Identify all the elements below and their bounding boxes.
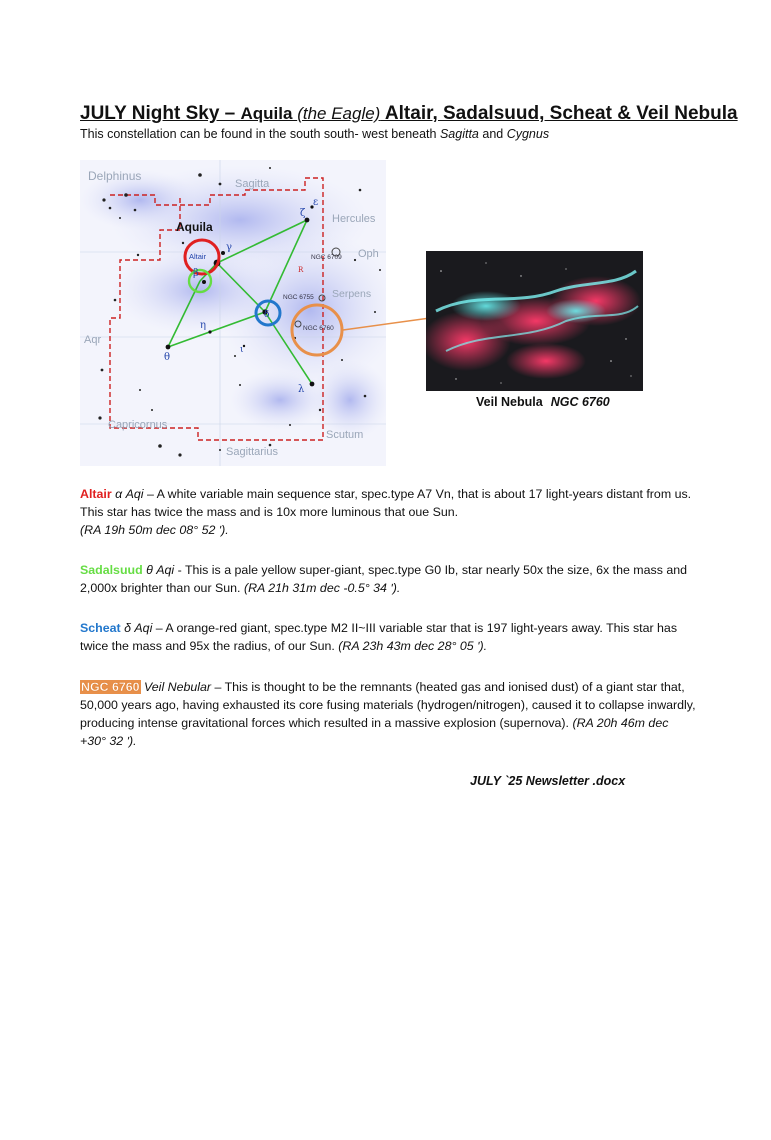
ngc6760-name: NGC 6760 — [81, 680, 140, 694]
subtitle-sagitta: Sagitta — [439, 127, 479, 141]
sadalsuud-paragraph — [80, 561, 696, 597]
aquila-star-chart — [80, 160, 386, 466]
ngc6760-paragraph — [80, 678, 696, 750]
subtitle-and: and — [478, 127, 507, 141]
label-iota: ι — [240, 345, 244, 355]
label-capricornus: Capricornus — [108, 419, 168, 431]
subtitle-cygnus: Cygnus — [506, 127, 550, 141]
star-beta — [202, 280, 206, 284]
label-theta: θ — [164, 352, 171, 363]
star-lambda — [310, 382, 315, 387]
label-gamma: γ — [226, 242, 232, 253]
sadalsuud-text: - This is a pale yellow super-giant, spec.type G0 Ib, star nearly 50x the size, 6x the mass and 2,000x brighter than our Sun. — [80, 563, 688, 595]
scheat-text: – A orange-red giant, spec.type M2 II~III variable star that is 197 light-years away. This star has twice the mass and 95x the radius, of our Sun. — [80, 621, 678, 653]
label-delphinus: Delphinus — [88, 169, 142, 183]
altair-designation: α Aqi — [111, 487, 144, 501]
ngc6760-designation: Veil Nebular — [140, 680, 212, 694]
photo-caption-name: Veil Nebula — [476, 395, 543, 409]
label-ngc6760: NGC 6760 — [303, 325, 334, 332]
label-beta: β — [193, 268, 199, 279]
altair-coords: (RA 19h 50m dec 08° 52 ʹ). — [80, 523, 229, 537]
photo-caption-code: NGC 6760 — [550, 395, 610, 409]
title-aquila: Aquila — [240, 104, 298, 123]
ngc6760-coords: (RA 20h 46m dec +30° 32 ʹ). — [80, 716, 669, 748]
sadalsuud-coords: (RA 21h 31m dec -0.5° 34 ʹ). — [243, 581, 401, 595]
veil-nebula-photo — [426, 251, 643, 391]
label-delta: δ — [264, 310, 270, 320]
label-sagitta: Sagitta — [235, 178, 270, 190]
label-r: R — [298, 266, 304, 274]
star-gamma — [221, 251, 225, 255]
altair-text: – A white variable main sequence star, spec.type A7 Vn, that is about 17 light-years distant from us. This star has twice the mass and is 10x more luminous that oue Sun. — [80, 487, 692, 519]
label-hercules: Hercules — [332, 213, 376, 225]
scheat-name: Scheat — [80, 621, 121, 635]
sadalsuud-designation: θ Aqi — [142, 563, 175, 577]
label-aqr: Aqr — [84, 334, 102, 346]
label-scutum: Scutum — [326, 429, 364, 441]
page-subtitle — [80, 127, 549, 141]
label-altair: Altair — [189, 252, 207, 261]
subtitle-text: This constellation can be found in the south south- west beneath — [80, 127, 440, 141]
document-footer: JULY `25 Newsletter .docx — [470, 774, 626, 788]
label-epsilon: ε — [313, 197, 319, 208]
label-eta: η — [200, 320, 206, 331]
page-title — [80, 103, 738, 125]
label-ngc6709: NGC 6709 — [311, 254, 342, 261]
label-zeta: ζ — [300, 208, 306, 219]
title-prefix: JULY Night Sky – — [80, 103, 241, 124]
altair-paragraph — [80, 485, 696, 539]
scheat-paragraph — [80, 619, 696, 655]
label-aquila: Aquila — [176, 220, 213, 234]
scheat-coords: (RA 23h 43m dec 28° 05 ʹ). — [338, 639, 488, 653]
label-oph: Oph — [358, 248, 379, 260]
label-ngc6755: NGC 6755 — [283, 294, 314, 301]
photo-caption — [476, 395, 610, 409]
label-sagittarius: Sagittarius — [226, 446, 278, 458]
star-theta — [166, 345, 171, 350]
ngc6760-text: – This is thought to be the remnants (heated gas and ionised dust) of a giant star that, 50,000 years ago, having exhausted its core fusing materials (hydrogen/nitrogen), caused it to collapse inwardly, producing intense gravitational forces which resulted in a massive explosion (supernova). — [80, 680, 696, 730]
altair-name: Altair — [80, 487, 112, 501]
title-eagle: (the Eagle) — [297, 104, 381, 123]
sadalsuud-name: Sadalsuud — [80, 563, 143, 577]
label-lambda: λ — [298, 384, 305, 395]
label-serpens: Serpens — [332, 288, 372, 300]
star-eta — [208, 330, 211, 333]
title-stars: Altair, Sadalsuud, Scheat & Veil Nebula — [380, 103, 738, 124]
scheat-designation: δ Aqi — [120, 621, 153, 635]
